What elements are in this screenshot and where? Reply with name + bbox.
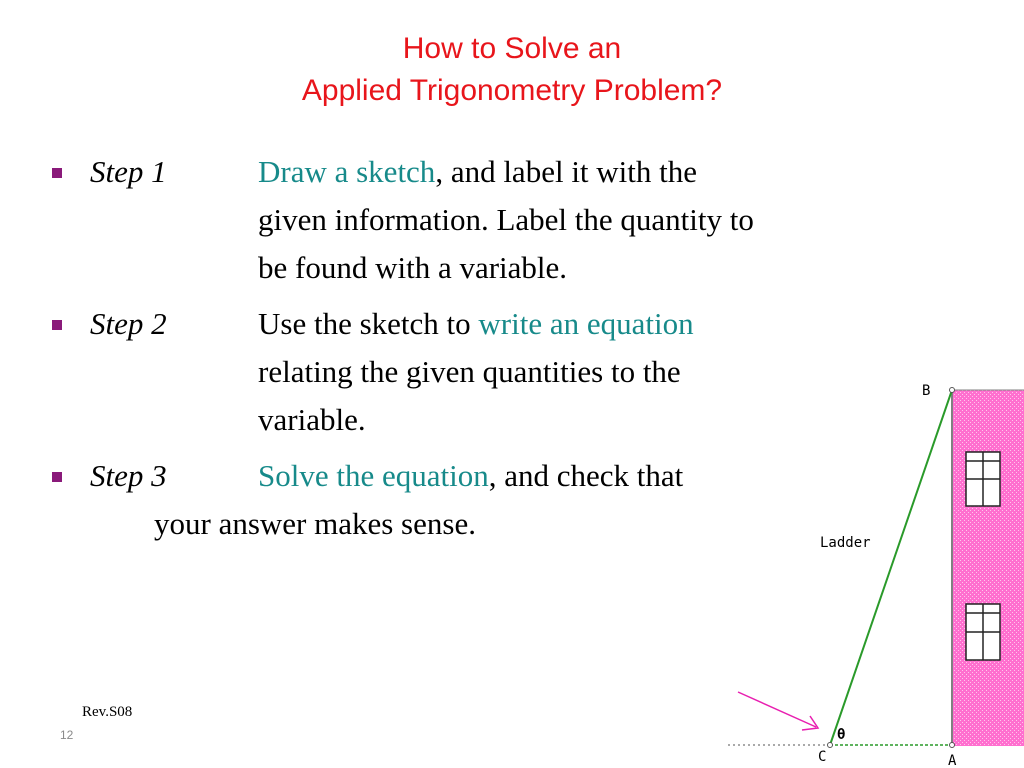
slide-number: 12 <box>60 728 74 742</box>
pointer-arrow-head <box>802 716 818 730</box>
step-2-line-2: variable. <box>258 402 366 437</box>
building-wall <box>952 390 1024 746</box>
label-theta: θ <box>837 727 846 743</box>
title-line-1: How to Solve an <box>402 32 622 65</box>
label-ladder: Ladder <box>820 535 871 551</box>
label-b: B <box>922 383 931 399</box>
revision-label: Rev.S08 <box>82 704 133 720</box>
window-lower <box>966 604 1000 660</box>
step-1-line-2: given information. Label the quantity to <box>258 202 754 237</box>
step-3-suffix: , and check that <box>488 458 684 493</box>
step-2-prefix: Use the sketch to <box>258 306 479 341</box>
label-c: C <box>818 749 827 765</box>
step-2-label: Step 2 <box>90 306 167 341</box>
ladder-line <box>830 390 952 745</box>
step-3-highlight: Solve the equation <box>258 458 489 493</box>
step-2-line-1: relating the given quantities to the <box>258 354 681 389</box>
pointer-arrow <box>738 692 816 727</box>
step-1-highlight: Draw a sketch <box>258 154 436 189</box>
step-1-line-1: , and label it with the <box>435 154 698 189</box>
step-3-label: Step 3 <box>90 458 167 493</box>
point-c <box>828 743 833 748</box>
step-3-continuation: your answer makes sense. <box>154 506 476 541</box>
step-2-highlight: write an equation <box>478 306 694 341</box>
point-b <box>950 388 955 393</box>
window-upper <box>966 452 1000 506</box>
step-1-label: Step 1 <box>90 154 167 189</box>
label-a: A <box>948 753 957 768</box>
point-a <box>950 743 955 748</box>
step-1-line-3: be found with a variable. <box>258 250 568 285</box>
title-line-2: Applied Trigonometry Problem? <box>301 74 723 107</box>
